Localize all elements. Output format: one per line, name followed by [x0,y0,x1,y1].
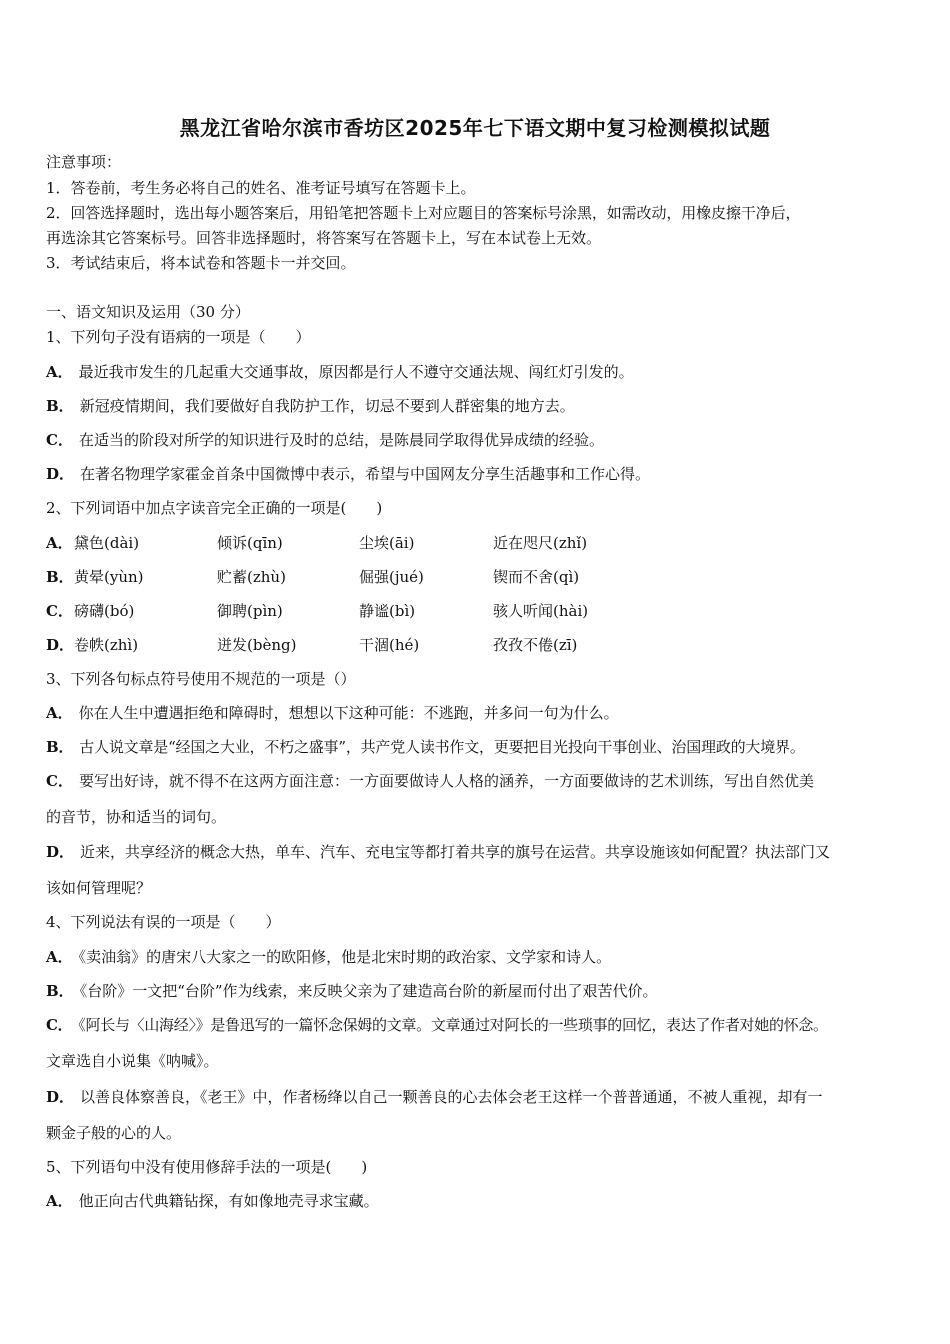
question-5-stem: 5、下列语句中没有使用修辞手法的一项是( ) [46,1158,368,1176]
option-text: 在适当的阶段对所学的知识进行及时的总结，是陈晨同学取得优异成绩的经验。 [78,431,604,449]
word-cell: 卷帙(zhì) [74,636,139,654]
question-3-option-a [46,702,619,723]
word-cell: 尘埃(āi) [359,534,415,552]
option-label: B． [46,397,74,415]
option-text: 《阿长与〈山海经〉》是鲁迅写的一篇怀念保姆的文章。文章通过对阿长的一些琐事的回忆，表达了作者对她的怀念。 [78,1016,828,1034]
question-1-stem: 1、下列句子没有语病的一项是（ ） [46,328,311,346]
option-text: 新冠疫情期间，我们要做好自我防护工作，切忌不要到人群密集的地方去。 [79,397,575,415]
question-3-stem: 3、下列各句标点符号使用不规范的一项是（） [46,670,356,688]
option-text: 他正向古代典籍钻探，有如像地壳寻求宝藏。 [78,1192,379,1210]
notice-heading: 注意事项： [46,153,122,171]
question-4-option-c-cont: 文章选自小说集《呐喊》。 [46,1052,219,1070]
word-cell: 锲而不舍(qì) [493,568,580,586]
option-label: D． [46,1088,75,1106]
option-label: A． [46,948,73,966]
option-label: B． [46,982,74,1000]
question-3-option-b [46,736,805,757]
option-text: 你在人生中遭遇拒绝和障碍时，想想以下这种可能：不逃跑，并多问一句为什么。 [78,704,619,722]
notice-item-3: 3．考试结束后，将本试卷和答题卡一并交回。 [46,254,356,272]
word-cell: 近在咫尺(zhǐ) [493,534,588,552]
option-label: C． [46,431,73,449]
question-4-option-a [46,946,611,967]
option-text: 古人说文章是“经国之大业，不朽之盛事”，共产党人读书作文，更要把目光投向干事创业、治国理政的大境界。 [79,738,805,756]
page-title: 黑龙江省哈尔滨市香坊区2025年七下语文期中复习检测模拟试题 [179,116,771,140]
option-label: C． [46,772,73,790]
question-5-option-a [46,1190,379,1211]
option-text: 《台阶》一文把“台阶”作为线索，来反映父亲为了建造高台阶的新屋而付出了艰苦代价。 [79,982,658,1000]
word-cell: 孜孜不倦(zī) [493,636,578,654]
question-1-option-d [46,463,650,484]
question-3-option-c [46,770,814,791]
question-4-option-c [46,1014,828,1035]
question-4-option-d-cont: 颗金子般的心的人。 [46,1124,182,1142]
option-label: B． [46,738,74,756]
question-3-option-d-cont: 该如何管理呢？ [46,879,152,897]
option-text: 要写出好诗，就不得不在这两方面注意：一方面要做诗人人格的涵养，一方面要做诗的艺术训练，写出自然优美 [78,772,814,790]
option-label: C． [46,1016,73,1034]
notice-item-2-cont: 再选涂其它答案标号。回答非选择题时，将答案写在答题卡上，写在本试卷上无效。 [46,229,602,247]
question-3-option-d [46,841,830,862]
question-2-row-d-label: D． [46,636,75,654]
question-2-stem: 2、下列词语中加点字读音完全正确的一项是( ) [46,499,383,517]
word-cell: 迸发(bèng) [217,636,297,654]
option-text: 最近我市发生的几起重大交通事故，原因都是行人不遵守交通法规、闯红灯引发的。 [78,363,634,381]
word-cell: 黄晕(yùn) [74,568,144,586]
option-text: 近来，共享经济的概念大热，单车、汽车、充电宝等都打着共享的旗号在运营。共享设施该如何配置？执法部门又 [80,843,831,861]
word-cell: 静谧(bì) [359,602,416,620]
question-4-option-b [46,980,658,1001]
question-2-row-a-label: A． [46,534,73,552]
question-3-option-c-cont: 的音节，协和适当的词句。 [46,808,227,826]
question-2-row-b-label: B． [46,568,74,586]
word-cell: 干涸(hé) [359,636,420,654]
word-cell: 御聘(pìn) [217,602,283,620]
word-cell: 磅礴(bó) [74,602,135,620]
question-4-option-d [46,1086,823,1107]
question-2-row-c-label: C． [46,602,73,620]
option-label: D． [46,843,75,861]
option-text: 在著名物理学家霍金首条中国微博中表示，希望与中国网友分享生活趣事和工作心得。 [80,465,651,483]
word-cell: 黛色(dài) [74,534,140,552]
option-label: A． [46,704,73,722]
option-text: 以善良体察善良，《老王》中，作者杨绛以自己一颗善良的心去体会老王这样一个普普通通，不被人重视，却有一 [80,1088,823,1106]
notice-item-2: 2．回答选择题时，选出每小题答案后，用铅笔把答题卡上对应题目的答案标号涂黑，如需改动，用橡皮擦干净后， [46,204,801,222]
option-label: D． [46,465,75,483]
question-4-stem: 4、下列说法有误的一项是（ ） [46,913,281,931]
word-cell: 骇人听闻(hài) [493,602,589,620]
section-heading: 一、语文知识及运用（30 分） [46,303,250,321]
option-label: A． [46,363,73,381]
question-1-option-c [46,429,604,450]
notice-item-1: 1．答卷前，考生务必将自己的姓名、准考证号填写在答题卡上。 [46,179,476,197]
option-label: A． [46,1192,73,1210]
word-cell: 倔强(jué) [359,568,424,586]
question-1-option-b [46,395,575,416]
word-cell: 倾诉(qīn) [217,534,283,552]
question-1-option-a [46,361,634,382]
word-cell: 贮蓄(zhù) [217,568,286,586]
option-text: 《卖油翁》的唐宋八大家之一的欧阳修，他是北宋时期的政治家、文学家和诗人。 [78,948,612,966]
